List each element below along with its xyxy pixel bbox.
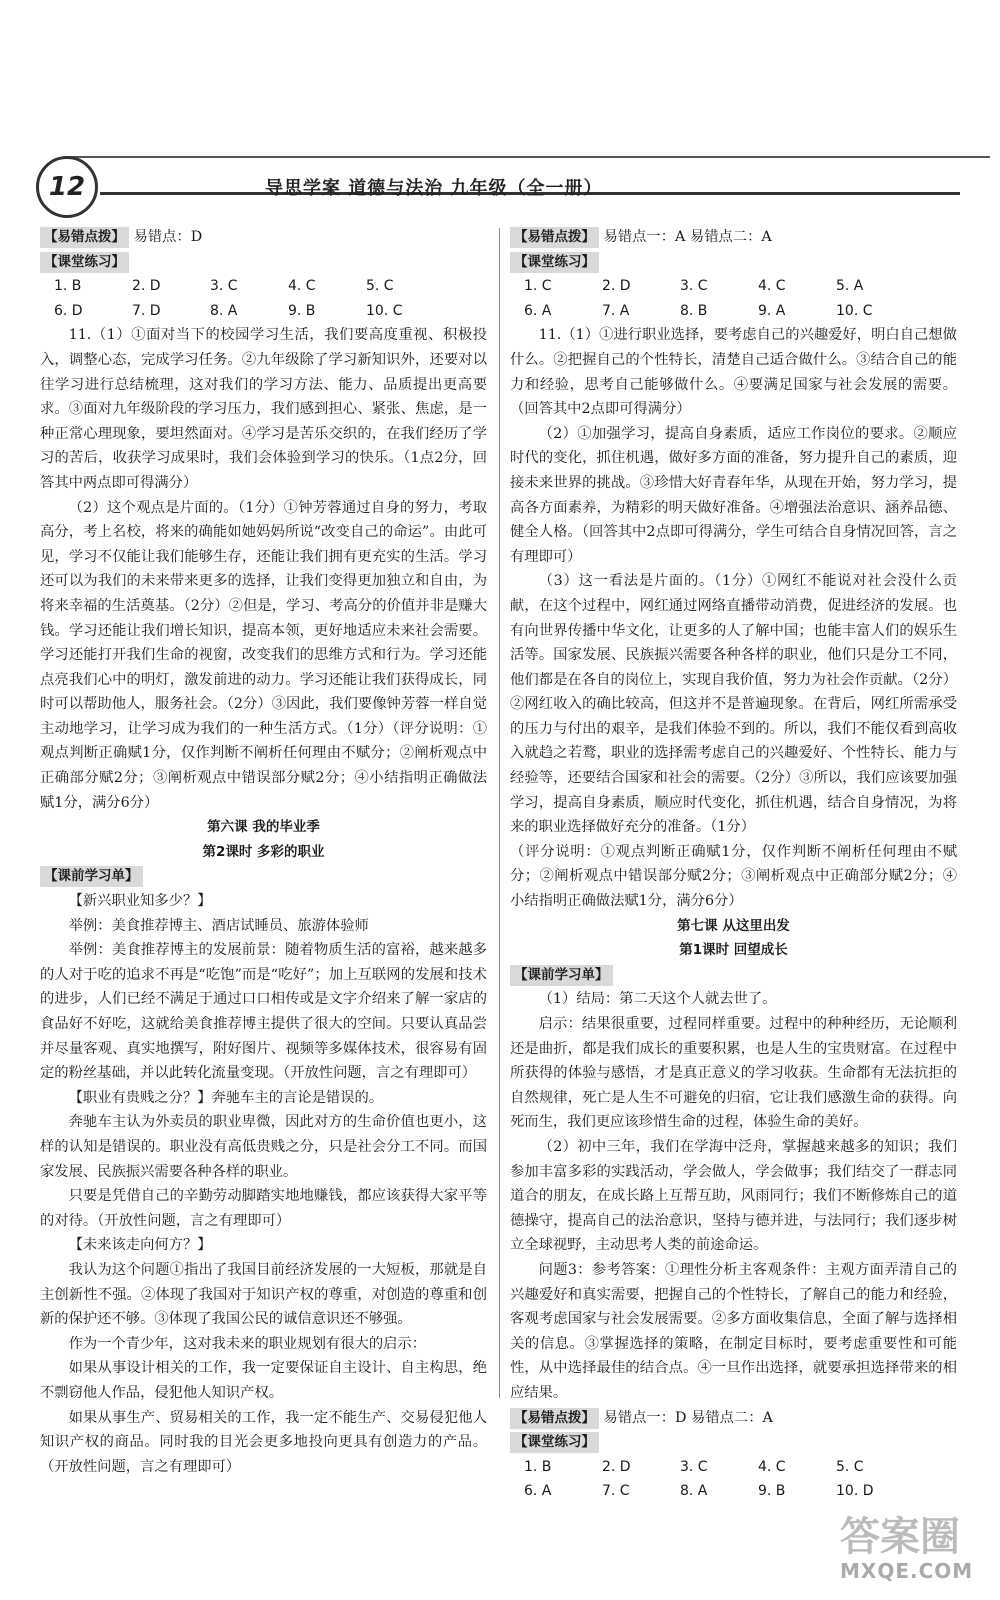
job-rank-question: 【职业有贵贱之分？】奔驰车主的言论是错误的。	[68, 1089, 384, 1106]
answer-item: 9. B	[288, 302, 316, 319]
example-line: 举例：美食推荐博主、酒店试睡员、旅游体验师	[68, 917, 369, 934]
error-tip-text: 易错点：D	[133, 229, 203, 245]
scoring-note: （评分说明：①观点判断正确赋1分，仅作判断不阐析任何理由不赋分；②阐析观点中错误部分赋2分；③阐析观点中正确部分赋2分；④小结指明正确做法赋1分，满分6分）	[510, 843, 957, 910]
error-tip-tag: 【易错点拨】	[40, 227, 129, 248]
answer-item: 6. A	[524, 1483, 552, 1500]
answer-item: 4. C	[758, 1458, 786, 1475]
new-jobs-question: 【新兴职业知多少？】	[68, 893, 212, 910]
practice-tag: 【课堂练习】	[510, 252, 599, 273]
right-column	[510, 225, 957, 1504]
answer-row	[510, 299, 957, 324]
page-number: 12	[36, 156, 98, 218]
future-answer: 如果从事生产、贸易相关的工作，我一定不能生产、交易侵犯他人知识产权的商品。同时我的目光会更多地投向更具有创造力的产品。（开放性问题，言之有理即可）	[40, 1409, 487, 1475]
answer-row	[40, 299, 487, 324]
example-detail: 举例：美食推荐博主的发展前景：随着物质生活的富裕，越来越多的人对于吃的追求不再是“吃饱”而是“吃好”；加上互联网的发展和技术的进步，人们已经不满足于通过口口相传或是文字介绍来了解一家店的食品好不好吃，这就给美食推荐博主提供了很大的空间。只要认真品尝并尽量客观、真实地撰写，附好图片、视频等多媒体技术，很容易有固定的粉丝基础，并以此转化流量变现。（开放性问题，言之有理即可）	[40, 942, 487, 1082]
job-rank-answer: 奔驰车主认为外卖员的职业卑微，因此对方的生命价值也更小，这样的认知是错误的。职业没有高低贵贱之分，只是社会分工不同。而国家发展、民族振兴需要各种各样的职业。	[40, 1114, 487, 1180]
future-question: 【未来该走向何方？】	[68, 1237, 212, 1254]
error-tip-text: 易错点一：A 易错点二：A	[603, 229, 772, 245]
future-answer: 如果从事设计相关的工作，我一定要保证自主设计、自主构思，绝不剽窃他人作品，侵犯他人知识产权。	[40, 1360, 487, 1401]
future-answer: 我认为这个问题①指出了我国目前经济发展的一大短板，那就是自主创新性不强。②体现了我国对于知识产权的尊重，对创造的尊重和创新的保护还不够。③体现了我国公民的诚信意识还不够强。	[40, 1261, 487, 1328]
answer-row	[40, 274, 487, 299]
question-11-part-2: （2）这个观点是片面的。（1分）①钟芳蓉通过自身的努力，考取高分，考上名校，将来的确能如她妈妈所说“改变自己的命运”。由此可见，学习不仅能让我们能够生存，还能让我们拥有更充实的生活。学习还可以为我们的未来带来更多的选择，让我们变得更加独立和自由，为将来幸福的生活奠基。（2分）②但是，学习、考高分的价值并非是赚大钱。学习还能让我们增长知识，提高本领，更好地适应未来社会需要。学习还能打开我们生命的视窗，改变我们的思维方式和行为。学习还能点亮我们心中的明灯，激发前进的动力。学习还能让我们获得成长，同时可以帮助他人，服务社会。（2分）③因此，我们要像钟芳蓉一样自觉主动地学习，让学习成为我们的一种生活方式。（1分）（评分说明：①观点判断正确赋1分，仅作判断不阐析任何理由不赋分；②阐析观点中正确部分赋2分；③阐析观点中错误部分赋2分；④小结指明正确做法赋1分，满分6分）	[40, 499, 487, 811]
reflection-answer: 启示：结果很重要，过程同样重要。过程中的种种经历，无论顺利还是曲折，都是我们成长的重要积累，也是人生的宝贵财富。在过程中所获得的体验与感悟，才是真正意义的学习收获。生命都有无法抗拒的自然规律，死亡是人生不可避免的归宿，它让我们感激生命的获得。向死而生，我们更应该珍惜生命的过程，体验生命的美好。	[510, 1016, 957, 1131]
error-tip-tag: 【易错点拨】	[510, 1408, 599, 1429]
prestudy-tag: 【课前学习单】	[510, 965, 613, 986]
answer-row	[510, 274, 957, 299]
book-title: 导思学案 道德与法治 九年级（全一册）	[265, 178, 603, 199]
answer-item: 3. C	[210, 278, 238, 295]
logo-url: MXQE.COM	[840, 1559, 974, 1583]
left-column	[40, 225, 487, 1479]
question-11-part-3: （3）这一看法是片面的。（1分）①网红不能说对社会没什么贡献，在这个过程中，网红通过网络直播带动消费，促进经济的发展。也有向世界传播中华文化，让更多的人了解中国；也能丰富人们的娱乐生活等。国家发展、民族振兴需要各种各样的职业，他们只是分工不同，他们都是在各自的岗位上，实现自我价值，努力为社会作贡献。（2分）②网红收入的确比较高，但这并不是普遍现象。在背后，网红所需承受的压力与付出的艰辛，是我们体验不到的。所以，我们不能仅看到高收入就趋之若鹜，职业的选择需考虑自己的兴趣爱好、个性特长、能力与经验等，还要结合国家和社会的需要。（2分）③所以，我们应该要加强学习，提高自身素质，顺应时代变化，抓住机遇，结合自身情况，为将来的职业选择做好充分的准备。（1分）	[510, 573, 957, 836]
answer-item: 5. C	[836, 1458, 864, 1475]
answer-item: 1. B	[54, 278, 82, 295]
answer-item: 9. B	[758, 1483, 786, 1500]
answer-item: 3. C	[680, 278, 708, 295]
answer-item: 2. D	[602, 278, 631, 295]
section-title: 第1课时 回望成长	[679, 942, 788, 959]
header-rule-top	[70, 156, 990, 158]
practice-tag: 【课堂练习】	[510, 1432, 599, 1453]
answer-row	[510, 1455, 957, 1480]
question-11-part-2: （2）①加强学习，提高自身素质，适应工作岗位的要求。②顺应时代的变化，抓住机遇，做好多方面的准备，努力提升自己的素质，迎接未来世界的挑战。③珍惜大好青春年华，从现在开始，努力学习，提高各方面素养，为精彩的明天做好准备。④增强法治意识、涵养品德、健全人格。（回答其中2点即可得满分，学生可结合自身情况回答，言之有理即可）	[510, 425, 957, 565]
answer-item: 5. C	[366, 278, 394, 295]
prestudy-tag: 【课前学习单】	[40, 866, 143, 887]
question-11-part-1: 11.（1）①面对当下的校园学习生活，我们要高度重视、积极投入，调整心态，完成学习任务。②九年级除了学习新知识外，还要对以往学习进行总结梳理，这对我们的学习方法、能力、品质提出更高要求。③面对九年级阶段的学习压力，我们感到担心、紧张、焦虑，是一种正常心理现象，要坦然面对。④学习是苦乐交织的，在我们经历了学习的苦后，收获学习成果时，我们会体验到学习的快乐。（1点2分，回答其中两点即可得满分）	[40, 327, 487, 491]
answer-item: 8. B	[680, 302, 708, 319]
answer-item: 1. B	[524, 1458, 552, 1475]
error-tip-tag: 【易错点拨】	[510, 227, 599, 248]
reflection-answer: （2）初中三年，我们在学海中泛舟，掌握越来越多的知识；我们参加丰富多彩的实践活动，学会做人，学会做事；我们结交了一群志同道合的朋友，在成长路上互帮互助，风雨同行；我们不断修炼自己的道德操守，提高自己的法治意识，坚持与德并进，与法同行；我们逐步树立全球视野，主动思考人类的前途命运。	[510, 1138, 957, 1254]
question-11-part-1: 11.（1）①进行职业选择，要考虑自己的兴趣爱好，明白自己想做什么。②把握自己的个性特长，清楚自己适合做什么。③结合自己的能力和经验，思考自己能够做什么。④要满足国家与社会发展的需要。（回答其中2点即可得满分）	[510, 327, 957, 418]
error-tip-text: 易错点一：D 易错点二：A	[603, 1409, 773, 1426]
answer-item: 3. C	[680, 1458, 708, 1475]
answer-item: 1. C	[524, 278, 552, 295]
answer-item: 8. A	[680, 1483, 708, 1500]
site-logo	[840, 1515, 990, 1590]
lesson-title: 第七课 从这里出发	[677, 917, 790, 934]
column-divider	[499, 228, 500, 1398]
practice-tag: 【课堂练习】	[40, 252, 129, 273]
answer-item: 5. A	[836, 278, 864, 295]
answer-item: 7. A	[602, 302, 630, 319]
answer-item: 10. C	[366, 302, 403, 319]
answer-item: 9. A	[758, 302, 786, 319]
answer-item: 8. A	[210, 302, 238, 319]
reflection-answer: 问题3：参考答案：①理性分析主客观条件：主观方面弄清自己的兴趣爱好和真实需要，把握自己的个性特长，了解自己的能力和经验，客观考虑国家与社会发展需要。②多方面收集信息，全面了解与选择相关的信息。③掌握选择的策略，在制定目标时，要考虑重要性和可能性，从中选择最佳的结合点。④一旦作出选择，就要承担选择带来的相应结果。	[510, 1261, 957, 1401]
answer-row	[510, 1479, 957, 1504]
answer-item: 10. D	[836, 1483, 874, 1500]
answer-item: 4. C	[288, 278, 316, 295]
answer-item: 2. D	[132, 278, 161, 295]
logo-text: 答案圈	[840, 1514, 960, 1560]
job-rank-answer: 只要是凭借自己的辛勤劳动脚踏实地地赚钱，都应该获得大家平等的对待。（开放性问题，言之有理即可）	[40, 1188, 487, 1229]
answer-item: 6. A	[524, 302, 552, 319]
answer-item: 7. C	[602, 1483, 630, 1500]
section-title: 第2课时 多彩的职业	[202, 843, 325, 860]
future-answer: 作为一个青少年，这对我未来的职业规划有很大的启示：	[68, 1335, 427, 1352]
answer-item: 2. D	[602, 1458, 631, 1475]
page-header	[30, 150, 990, 220]
answer-item: 6. D	[54, 302, 83, 319]
reflection-answer: （1）结局：第二天这个人就去世了。	[538, 991, 777, 1008]
lesson-title: 第六课 我的毕业季	[207, 819, 320, 836]
answer-item: 4. C	[758, 278, 786, 295]
answer-item: 7. D	[132, 302, 161, 319]
answer-item: 10. C	[836, 302, 873, 319]
